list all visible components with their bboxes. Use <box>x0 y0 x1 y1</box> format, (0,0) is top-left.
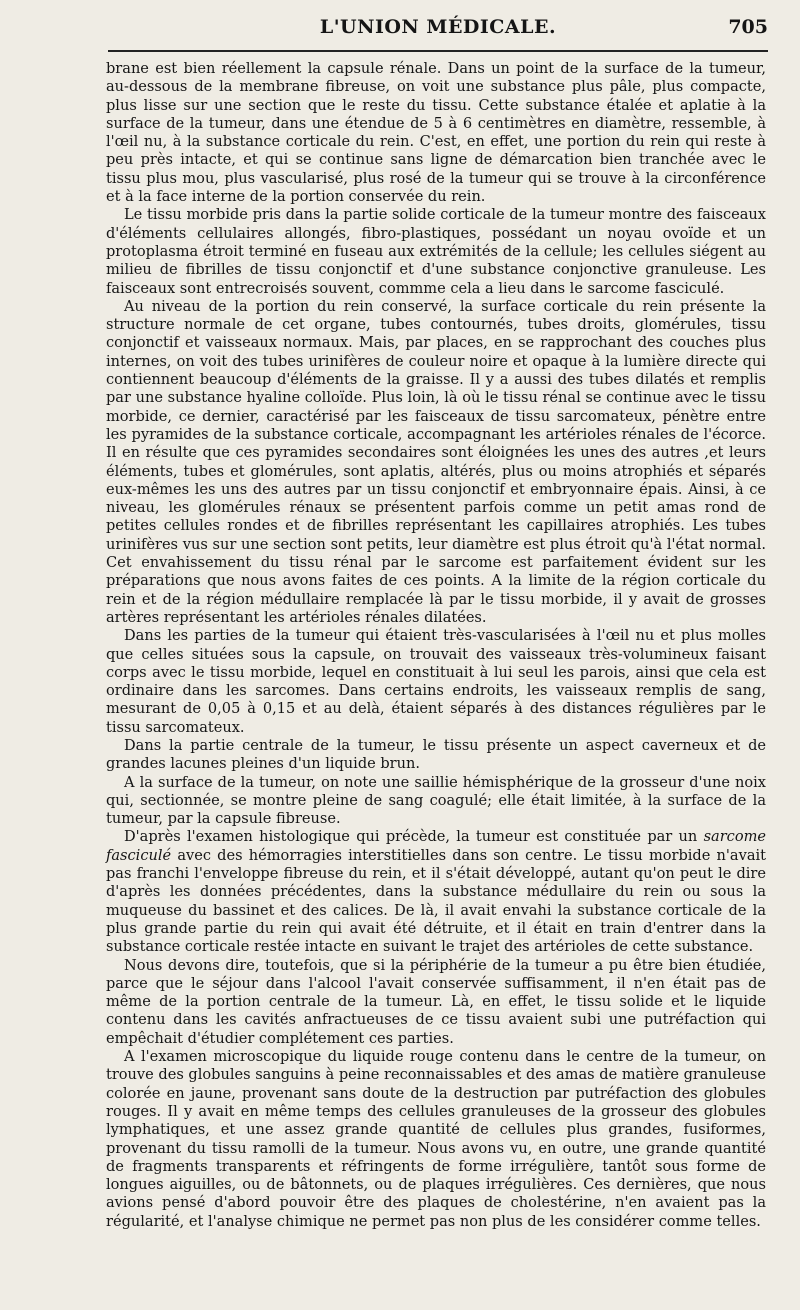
italic-term: sarcome fasciculé <box>106 828 766 864</box>
paragraph-8: Nous devons dire, toutefois, que si la périphérie de la tumeur a pu être bien étudiée, parce que le séjour dans l'alcool l'avait conservée suffisamment, il n'en était pas de même de la portion centrale de la tumeur. Là, en effet, le tissu solide et le liquide contenu dans les cavités anfractueuses de ce tissu avaient subi une putréfaction qui empêchait d'étudier complétement ces parties. <box>106 956 766 1047</box>
paragraph-9: A l'examen microscopique du liquide rouge contenu dans le centre de la tumeur, on trouve des globules sanguins à peine reconnaissables et des amas de matière granuleuse colorée en jaune, provenant sans doute de la destruction par putréfaction des globules rouges. Il y avait en même temps des cellules granuleuses de la grosseur des globules lymphatiques, et une assez grande quantité de cellules plus grandes, fusiformes, provenant du tissu ramolli de la tumeur. Nous avons vu, en outre, une grande quantité de fragments transparents et réfringents de forme irrégulière, tantôt sous forme de longues aiguilles, ou de bâtonnets, ou de plaques irrégulières. Ces dernières, que nous avions pensé d'abord pouvoir être des plaques de cholestérine, n'en avaient pas la régularité, et l'analyse chimique ne permet pas non plus de les considérer comme telles. <box>106 1048 766 1230</box>
page-header <box>108 16 768 46</box>
paragraph-1: brane est bien réellement la capsule rénale. Dans un point de la surface de la tumeur, au-dessous de la membrane fibreuse, on voit une substance plus pâle, plus compacte, plus lisse sur une section que le reste du tissu. Cette substance étalée et aplatie à la surface de la tumeur, dans une étendue de 5 à 6 centimètres en diamètre, ressemble, à l'œil nu, à la substance corticale du rein. C'est, en effet, une portion du rein qui reste à peu près intacte, et qui se continue sans ligne de démarcation bien tranchée avec le tissu plus mou, plus vascularisé, plus rosé de la tumeur qui se trouve à la circonférence et à la face interne de la portion conservée du rein. <box>106 60 766 206</box>
page-number: 705 <box>728 16 768 38</box>
paragraph-6: A la surface de la tumeur, on note une saillie hémisphérique de la grosseur d'une noix qui, sectionnée, se montre pleine de sang coagulé; elle était limitée, à la surface de la tumeur, par la capsule fibreuse. <box>106 773 766 828</box>
paragraph-3: Au niveau de la portion du rein conservé, la surface corticale du rein présente la structure normale de cet organe, tubes contournés, tubes droits, glomérules, tissu conjonctif et vaisseaux normaux. Mais, par places, en se rapprochant des couches plus internes, on voit des tubes urinifères de couleur noire et opaque à la lumière directe qui contiennent beaucoup d'éléments de la graisse. Il y a aussi des tubes dilatés et remplis par une substance hyaline colloïde. Plus loin, là où le tissu rénal se continue avec le tissu morbide, ce dernier, caractérisé par les faisceaux de tissu sarcomateux, pénètre entre les pyramides de la substance corticale, accompagnant les artérioles rénales de l'écorce. Il en résulte que ces pyramides secondaires sont éloignées les unes des autres ,et leurs éléments, tubes et glomérules, sont aplatis, altérés, plus ou moins atrophiés et séparés eux-mêmes les uns des autres par un tissu conjonctif et embryonnaire épais. Ainsi, à ce niveau, les glomérules rénaux se présentent parfois comme un petit amas rond de petites cellules rondes et de fibrilles représentant les capillaires atrophiés. Les tubes urinifères vus sur une section sont petits, leur diamètre est plus étroit qu'à l'état normal. Cet envahissement du tissu rénal par le sarcome est parfaitement évident sur les préparations que nous avons faites de ces points. A la limite de la région corticale du rein et de la région médullaire remplacée là par le tissu morbide, il y avait de grosses artères représentant les artérioles rénales dilatées. <box>106 297 766 626</box>
paragraph-5: Dans la partie centrale de la tumeur, le tissu présente un aspect caverneux et de grandes lacunes pleines d'un liquide brun. <box>106 736 766 773</box>
paragraph-4: Dans les parties de la tumeur qui étaient très-vascularisées à l'œil nu et plus molles que celles situées sous la capsule, on trouvait des vaisseaux très-volumineux faisant corps avec le tissu morbide, lequel en constituait à lui seul les parois, ainsi que cela est ordinaire dans les sarcomes. Dans certains endroits, les vaisseaux remplis de sang, mesurant de 0,05 à 0,15 et au delà, étaient séparés à des distances régulières par le tissu sarcomateux. <box>106 627 766 736</box>
journal-title: L'UNION MÉDICALE. <box>319 16 557 38</box>
article-body <box>106 60 766 1231</box>
paragraph-2: Le tissu morbide pris dans la partie solide corticale de la tumeur montre des faisceaux d'éléments cellulaires allongés, fibro-plastiques, possédant un noyau ovoïde et un protoplasma étroit terminé en fuseau aux extrémités de la cellule; les cellules siégent au milieu de fibrilles de tissu conjonctif et d'une substance conjonctive granuleuse. Les faisceaux sont entrecroisés souvent, commme cela a lieu dans le sarcome fasciculé. <box>106 206 766 297</box>
paragraph-7: D'après l'examen histologique qui précède, la tumeur est constituée par un sarcome fasciculé avec des hémorragies interstitielles dans son centre. Le tissu morbide n'avait pas franchi l'enveloppe fibreuse du rein, et il s'était développé, autant qu'on peut le dire d'après les données précédentes, dans la substance médullaire du rein ou sous la muqueuse du bassinet et des calices. De là, il avait envahi la substance corticale de la plus grande partie du rein qui avait été détruite, et il était en train d'entrer dans la substance corticale restée intacte en suivant le trajet des artérioles de cette substance. <box>106 828 766 956</box>
header-rule <box>108 50 768 52</box>
